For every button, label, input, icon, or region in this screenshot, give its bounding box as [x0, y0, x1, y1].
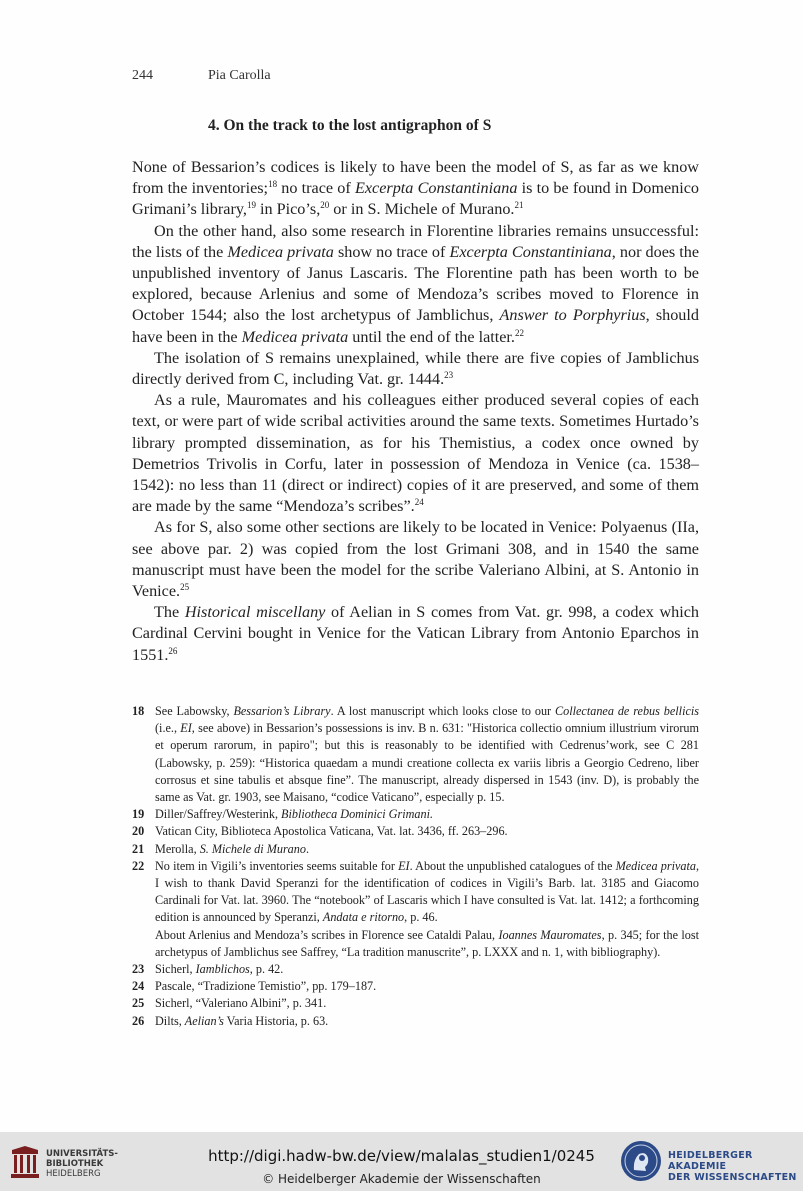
footnote-reference: 19 [246, 200, 256, 211]
footnote [132, 978, 699, 995]
text-run: See Labowsky, [155, 704, 234, 718]
body-paragraph [132, 517, 699, 602]
text-run: , see above) in Bessarion’s possessions is inv. B n. 631: "Historica collectio omnium illustrium virorum et operum rarorum, in papiro"; but this is reasonably to be identified with Cedrenus’work, see C 281 (Labowsky, p. 259): “Historica quaedam a mundi creatione collecta ex variis libris a Georgio Cedreno, liber corrosus et sine tabulis et absque fine”. The manuscript, already dispersed in 1543 (inv. D), is probably the same as Vat. gr. 1903, see Maisano, “codice Vaticano”, especially p. 15. [155, 721, 700, 805]
footnote-reference: 25 [180, 582, 190, 593]
footnotes [132, 703, 699, 1030]
body-paragraph [132, 221, 699, 348]
italic-text: Ioannes Mauromates [498, 927, 602, 942]
footnote [132, 995, 699, 1012]
footnote-reference: 24 [414, 497, 424, 508]
running-header [132, 68, 271, 84]
academy-name: HEIDELBERGER AKADEMIE DER WISSENSCHAFTEN [668, 1150, 797, 1183]
text-run: of Aelian in S comes from Vat. gr. 998, a codex which Cardinal Cervini bought in Venice for the Vatican Library from Antonio Eparchos in 1551. [132, 603, 699, 664]
text-run: As for S, also some other sections are likely to be located in Venice: Polyaenus (IIa, see above par. 2) was copied from the lost Grimani 308, and in 1540 the same manuscript must have been the model for the scribe Valeriano Albini, at S. Antonio in Venice. [132, 518, 699, 601]
text-run: Varia Historia, p. 63. [223, 1013, 329, 1028]
footnote [132, 806, 699, 823]
footnote-number: 20 [132, 824, 145, 839]
footnote [132, 858, 699, 961]
text-run: , I wish to thank David Speranzi for the identification of codices in Vigili’s Barb. lat. 3185 and Giacomo Cardinali for Vat. lat. 3960. The “notebook” of Lascaris which I have consulted is Vat. lat. 1412; a forthcoming edition is announced by Speranzi, [155, 858, 699, 925]
text-run: , should have been in the [132, 306, 699, 346]
document-url-link[interactable]: http://digi.hadw-bw.de/view/malalas_studien1/0245 [208, 1147, 595, 1165]
footnote-number: 23 [132, 962, 145, 977]
text-run: None of Bessarion’s codices is likely to have been the model of S, as far as we know from the inventories; [132, 158, 699, 198]
footnote [132, 703, 699, 806]
text-run: show no trace of [333, 242, 450, 261]
footnote [132, 841, 699, 858]
text-run: Sicherl, “Valeriano Albini”, p. 341. [155, 996, 327, 1011]
page-number: 244 [132, 68, 153, 83]
footnote-number: 22 [132, 858, 145, 873]
text-run: As a rule, Mauromates and his colleagues either produced several copies of each text, or were part of wide scribal activities around the same texts. Sometimes Hurtado’s library prompted dissemination, as for his Themistius, a codex once owned by Demetrios Trivolis in Corfu, later in possession of Mendoza in Venice (ca. 1538–1542): no less than 11 (direct or indirect) copies of it are preserved, and some of them are made by the same “Mendoza’s scribes”. [132, 391, 699, 516]
footnote-continuation [155, 927, 699, 961]
italic-text: Bibliotheca Dominici Grimani. [281, 807, 434, 822]
footnote-reference: 22 [514, 327, 524, 338]
text-run: , p. 345; for the lost archetypus of Jamblichus see Saffrey, “La tradition manuscrite”, p. LXXX and n. 1, with bibliography). [155, 927, 699, 959]
text-run: The [154, 603, 185, 622]
italic-text: Collectanea de rebus bellicis [555, 704, 699, 718]
italic-text: Aelian’s [184, 1013, 224, 1028]
italic-text: Excerpta Constantiniana [354, 179, 518, 198]
footnote-reference: 20 [320, 200, 330, 211]
text-run: No item in Vigili’s inventories seems suitable for [155, 858, 399, 873]
body-paragraph [132, 602, 699, 666]
body-paragraph [132, 157, 699, 221]
text-run: . About the unpublished catalogues of the [409, 858, 616, 873]
viewer-footer [0, 1132, 803, 1191]
footnote-number: 19 [132, 807, 145, 822]
italic-text: Medicea privata [227, 242, 334, 261]
text-run: Pascale, “Tradizione Temistio”, pp. 179–187. [155, 979, 377, 994]
body-paragraph [132, 390, 699, 517]
text-run: Vatican City, Biblioteca Apostolica Vaticana, Vat. lat. 3436, ff. 263–296. [155, 824, 508, 839]
body-paragraph [132, 348, 699, 390]
italic-text: Iamblichos [195, 962, 250, 977]
footnote-number: 18 [132, 704, 145, 718]
text-run: is to be found in Domenico Grimani’s library, [132, 179, 700, 219]
footnote [132, 1013, 699, 1030]
text-run: Merolla, [155, 841, 200, 856]
text-run: . [305, 841, 310, 856]
text-run: (i.e., [155, 721, 181, 736]
copyright-notice: © Heidelberger Akademie der Wissenschaften [262, 1172, 541, 1186]
text-run: Sicherl, [155, 962, 196, 977]
footnote-reference: 23 [444, 370, 454, 381]
text-run: . A lost manuscript which looks close to our [330, 704, 556, 718]
text-run: About Arlenius and Mendoza’s scribes in Florence see Cataldi Palau, [155, 927, 499, 942]
footnote-number: 25 [132, 996, 145, 1011]
text-run: or in S. Michele of Murano. [329, 200, 515, 219]
footnote-reference: 26 [168, 645, 178, 656]
footnote-number: 24 [132, 979, 145, 994]
italic-text: Answer to Porphyrius [499, 306, 646, 325]
text-run: until the end of the latter. [348, 327, 515, 346]
footnote [132, 823, 699, 840]
text-run: , nor does the unpublished inventory of Janus Lascaris. The Florentine path has been worth to be explored, because Arlenius and some of Mendoza’s scribes moved to Florence in October 1544; also the lost archetypus of Jamblichus, [132, 242, 700, 325]
text-run: On the other hand, also some research in Florentine libraries remains unsuccessful: the lists of the [132, 221, 699, 261]
footnote-reference: 18 [268, 179, 278, 190]
footnote [132, 961, 699, 978]
section-title: 4. On the track to the lost antigraphon of S [208, 117, 492, 134]
italic-text: Medicea privata [615, 858, 696, 873]
footnote-number: 21 [132, 841, 145, 856]
footnote-reference: 21 [514, 200, 524, 211]
italic-text: EI [398, 858, 410, 873]
footnote-number: 26 [132, 1013, 145, 1028]
italic-text: S. Michele di Murano [199, 841, 306, 856]
text-run: in Pico’s, [255, 200, 321, 219]
text-run: Dilts, [155, 1013, 185, 1028]
university-library-name: UNIVERSITÄTS- BIBLIOTHEK HEIDELBERG [46, 1149, 118, 1179]
text-run: no trace of [277, 179, 355, 198]
body-text [132, 157, 699, 666]
text-run: , p. 42. [249, 962, 284, 977]
italic-text: Medicea privata [241, 327, 349, 346]
text-run: The isolation of S remains unexplained, while there are five copies of Jamblichus directly derived from C, including Vat. gr. 1444. [132, 348, 699, 389]
running-header-author: Pia Carolla [208, 68, 271, 83]
italic-text: EI [180, 721, 192, 736]
text-run: Diller/Saffrey/Westerink, [155, 807, 282, 822]
italic-text: Andata e ritorno [322, 910, 405, 925]
italic-text: Bessarion’s Library [233, 704, 331, 718]
italic-text: Excerpta Constantiniana [449, 242, 612, 261]
text-run: , p. 46. [404, 910, 438, 925]
academy-seal-icon [620, 1140, 662, 1182]
italic-text: Historical miscellany [184, 603, 326, 622]
